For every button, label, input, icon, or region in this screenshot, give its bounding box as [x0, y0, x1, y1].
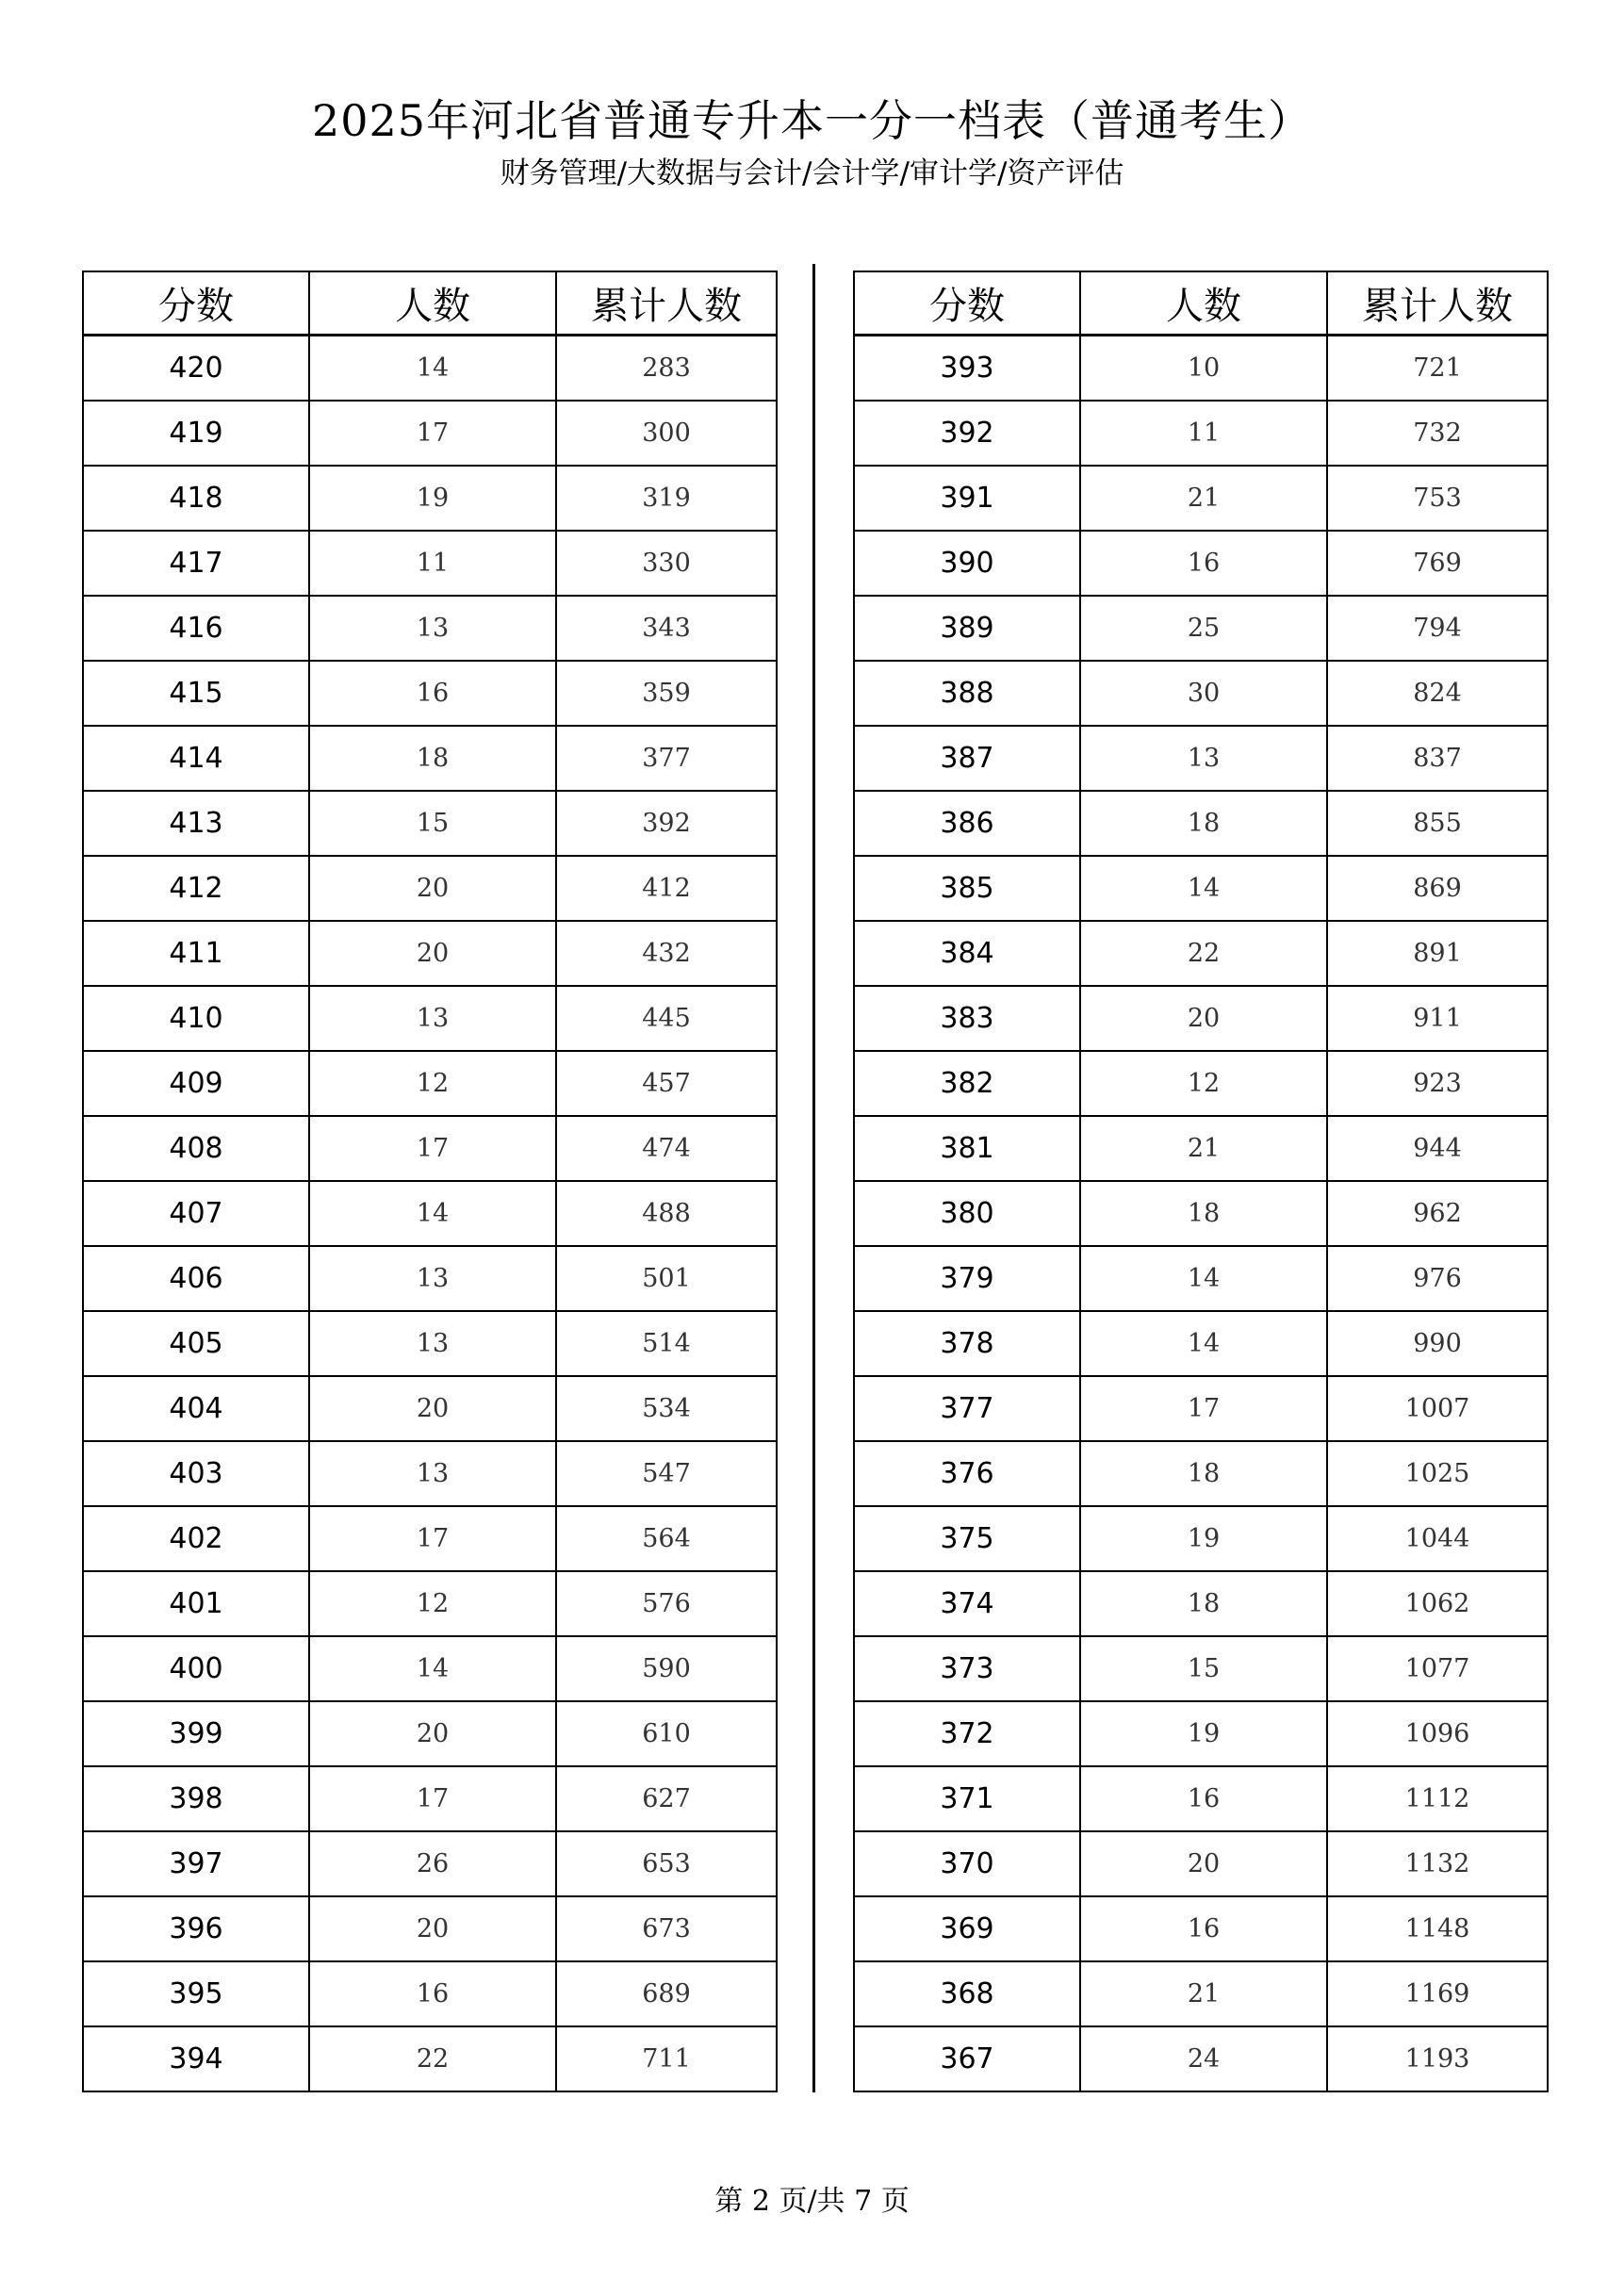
table-row [83, 1571, 777, 1636]
cumulative-cell: 1193 [1327, 2026, 1548, 2091]
table-row [854, 986, 1548, 1051]
cumulative-cell: 501 [556, 1246, 777, 1311]
table-row [83, 726, 777, 791]
count-cell: 21 [1080, 466, 1327, 531]
cumulative-cell: 794 [1327, 596, 1548, 661]
score-cell: 390 [854, 531, 1080, 596]
table-row [854, 791, 1548, 856]
score-cell: 382 [854, 1051, 1080, 1116]
column-header-count: 人数 [1080, 271, 1327, 336]
table-row [83, 596, 777, 661]
cumulative-cell: 564 [556, 1506, 777, 1571]
count-cell: 26 [309, 1831, 556, 1896]
table-row [83, 336, 777, 402]
table-row [83, 1441, 777, 1506]
cumulative-cell: 392 [556, 791, 777, 856]
table-row [854, 466, 1548, 531]
count-cell: 13 [309, 1246, 556, 1311]
table-row [83, 1051, 777, 1116]
count-cell: 18 [1080, 791, 1327, 856]
score-cell: 398 [83, 1766, 309, 1831]
cumulative-cell: 1132 [1327, 1831, 1548, 1896]
cumulative-cell: 1044 [1327, 1506, 1548, 1571]
count-cell: 17 [309, 401, 556, 466]
table-row [83, 921, 777, 986]
score-cell: 406 [83, 1246, 309, 1311]
cumulative-cell: 990 [1327, 1311, 1548, 1376]
score-cell: 419 [83, 401, 309, 466]
table-row [854, 1766, 1548, 1831]
count-cell: 16 [1080, 531, 1327, 596]
cumulative-cell: 1112 [1327, 1766, 1548, 1831]
cumulative-cell: 330 [556, 531, 777, 596]
score-cell: 411 [83, 921, 309, 986]
count-cell: 12 [1080, 1051, 1327, 1116]
score-cell: 381 [854, 1116, 1080, 1181]
cumulative-cell: 923 [1327, 1051, 1548, 1116]
table-row [83, 791, 777, 856]
table-row [83, 1701, 777, 1766]
score-cell: 371 [854, 1766, 1080, 1831]
score-cell: 412 [83, 856, 309, 921]
count-cell: 14 [309, 336, 556, 402]
table-row [854, 1831, 1548, 1896]
cumulative-cell: 1025 [1327, 1441, 1548, 1506]
count-cell: 14 [309, 1181, 556, 1246]
score-cell: 385 [854, 856, 1080, 921]
cumulative-cell: 432 [556, 921, 777, 986]
cumulative-cell: 488 [556, 1181, 777, 1246]
cumulative-cell: 891 [1327, 921, 1548, 986]
cumulative-cell: 1169 [1327, 1961, 1548, 2026]
cumulative-cell: 610 [556, 1701, 777, 1766]
count-cell: 11 [309, 531, 556, 596]
score-cell: 376 [854, 1441, 1080, 1506]
table-row [854, 856, 1548, 921]
count-cell: 15 [309, 791, 556, 856]
count-cell: 14 [1080, 1246, 1327, 1311]
score-cell: 383 [854, 986, 1080, 1051]
score-cell: 373 [854, 1636, 1080, 1701]
cumulative-cell: 627 [556, 1766, 777, 1831]
column-header-count: 人数 [309, 271, 556, 336]
cumulative-cell: 855 [1327, 791, 1548, 856]
table-row [854, 1961, 1548, 2026]
count-cell: 21 [1080, 1116, 1327, 1181]
cumulative-cell: 514 [556, 1311, 777, 1376]
table-row [83, 1766, 777, 1831]
count-cell: 16 [1080, 1766, 1327, 1831]
count-cell: 25 [1080, 596, 1327, 661]
count-cell: 20 [309, 1896, 556, 1961]
count-cell: 15 [1080, 1636, 1327, 1701]
cumulative-cell: 1062 [1327, 1571, 1548, 1636]
count-cell: 13 [309, 986, 556, 1051]
table-row [83, 1961, 777, 2026]
score-cell: 395 [83, 1961, 309, 2026]
cumulative-cell: 824 [1327, 661, 1548, 726]
table-row [83, 1376, 777, 1441]
cumulative-cell: 732 [1327, 401, 1548, 466]
count-cell: 13 [309, 596, 556, 661]
table-row [854, 1441, 1548, 1506]
table-row [83, 2026, 777, 2091]
cumulative-cell: 474 [556, 1116, 777, 1181]
table-row [83, 401, 777, 466]
cumulative-cell: 869 [1327, 856, 1548, 921]
table-row [854, 1506, 1548, 1571]
cumulative-cell: 753 [1327, 466, 1548, 531]
table-row [854, 1311, 1548, 1376]
cumulative-cell: 283 [556, 336, 777, 402]
table-row [83, 466, 777, 531]
cumulative-cell: 300 [556, 401, 777, 466]
score-cell: 397 [83, 1831, 309, 1896]
count-cell: 30 [1080, 661, 1327, 726]
page-subtitle: 财务管理/大数据与会计/会计学/审计学/资产评估 [500, 156, 1124, 190]
count-cell: 21 [1080, 1961, 1327, 2026]
score-cell: 399 [83, 1701, 309, 1766]
score-cell: 402 [83, 1506, 309, 1571]
table-row [854, 596, 1548, 661]
score-cell: 403 [83, 1441, 309, 1506]
count-cell: 12 [309, 1051, 556, 1116]
table-row [83, 1636, 777, 1701]
table-row [854, 1181, 1548, 1246]
count-cell: 11 [1080, 401, 1327, 466]
cumulative-cell: 534 [556, 1376, 777, 1441]
count-cell: 18 [309, 726, 556, 791]
page-footer: 第 2 页/共 7 页 [714, 2185, 910, 2218]
table-row [83, 1896, 777, 1961]
score-cell: 384 [854, 921, 1080, 986]
count-cell: 20 [309, 921, 556, 986]
table-header-row [83, 271, 777, 336]
score-cell: 405 [83, 1311, 309, 1376]
table-row [854, 1701, 1548, 1766]
cumulative-cell: 653 [556, 1831, 777, 1896]
score-table-left [82, 271, 778, 2092]
count-cell: 17 [309, 1766, 556, 1831]
score-cell: 394 [83, 2026, 309, 2091]
table-row [854, 2026, 1548, 2091]
score-cell: 387 [854, 726, 1080, 791]
table-row [83, 1181, 777, 1246]
column-header-cumulative: 累计人数 [556, 271, 777, 336]
score-cell: 409 [83, 1051, 309, 1116]
cumulative-cell: 457 [556, 1051, 777, 1116]
score-cell: 379 [854, 1246, 1080, 1311]
count-cell: 13 [309, 1311, 556, 1376]
score-cell: 417 [83, 531, 309, 596]
table-row [83, 1506, 777, 1571]
cumulative-cell: 837 [1327, 726, 1548, 791]
count-cell: 18 [1080, 1571, 1327, 1636]
score-table-right [853, 271, 1549, 2092]
table-row [83, 531, 777, 596]
cumulative-cell: 1096 [1327, 1701, 1548, 1766]
score-cell: 370 [854, 1831, 1080, 1896]
score-cell: 369 [854, 1896, 1080, 1961]
table-row [854, 726, 1548, 791]
table-row [854, 1246, 1548, 1311]
column-divider [812, 264, 815, 2092]
cumulative-cell: 689 [556, 1961, 777, 2026]
count-cell: 17 [1080, 1376, 1327, 1441]
count-cell: 13 [1080, 726, 1327, 791]
score-cell: 413 [83, 791, 309, 856]
column-header-cumulative: 累计人数 [1327, 271, 1548, 336]
count-cell: 16 [309, 661, 556, 726]
score-cell: 372 [854, 1701, 1080, 1766]
count-cell: 10 [1080, 336, 1327, 402]
score-cell: 410 [83, 986, 309, 1051]
count-cell: 14 [1080, 1311, 1327, 1376]
score-cell: 367 [854, 2026, 1080, 2091]
count-cell: 20 [1080, 986, 1327, 1051]
score-cell: 414 [83, 726, 309, 791]
cumulative-cell: 377 [556, 726, 777, 791]
count-cell: 22 [1080, 921, 1327, 986]
score-cell: 415 [83, 661, 309, 726]
score-cell: 420 [83, 336, 309, 402]
table-row [854, 401, 1548, 466]
cumulative-cell: 711 [556, 2026, 777, 2091]
score-cell: 375 [854, 1506, 1080, 1571]
count-cell: 20 [309, 856, 556, 921]
table-row [83, 661, 777, 726]
score-cell: 386 [854, 791, 1080, 856]
cumulative-cell: 590 [556, 1636, 777, 1701]
cumulative-cell: 944 [1327, 1116, 1548, 1181]
cumulative-cell: 976 [1327, 1246, 1548, 1311]
table-row [854, 1116, 1548, 1181]
table-row [854, 1051, 1548, 1116]
count-cell: 13 [309, 1441, 556, 1506]
count-cell: 22 [309, 2026, 556, 2091]
cumulative-cell: 1148 [1327, 1896, 1548, 1961]
count-cell: 19 [1080, 1506, 1327, 1571]
count-cell: 20 [1080, 1831, 1327, 1896]
cumulative-cell: 547 [556, 1441, 777, 1506]
count-cell: 19 [309, 466, 556, 531]
count-cell: 24 [1080, 2026, 1327, 2091]
count-cell: 18 [1080, 1181, 1327, 1246]
cumulative-cell: 721 [1327, 336, 1548, 402]
count-cell: 16 [309, 1961, 556, 2026]
table-row [854, 921, 1548, 986]
table-row [854, 1636, 1548, 1701]
score-cell: 404 [83, 1376, 309, 1441]
score-cell: 391 [854, 466, 1080, 531]
table-header-row [854, 271, 1548, 336]
table-row [854, 1571, 1548, 1636]
table-row [83, 856, 777, 921]
table-row [854, 1376, 1548, 1441]
column-header-score: 分数 [83, 271, 309, 336]
score-cell: 377 [854, 1376, 1080, 1441]
table-row [854, 1896, 1548, 1961]
table-row [854, 336, 1548, 402]
table-row [854, 531, 1548, 596]
cumulative-cell: 359 [556, 661, 777, 726]
count-cell: 17 [309, 1506, 556, 1571]
score-cell: 416 [83, 596, 309, 661]
count-cell: 17 [309, 1116, 556, 1181]
score-cell: 393 [854, 336, 1080, 402]
table-row [83, 1246, 777, 1311]
count-cell: 20 [309, 1701, 556, 1766]
table-row [854, 661, 1548, 726]
cumulative-cell: 412 [556, 856, 777, 921]
column-header-score: 分数 [854, 271, 1080, 336]
page-title: 2025年河北省普通专升本一分一档表（普通考生） [311, 95, 1313, 146]
cumulative-cell: 1077 [1327, 1636, 1548, 1701]
cumulative-cell: 769 [1327, 531, 1548, 596]
score-cell: 388 [854, 661, 1080, 726]
table-row [83, 1311, 777, 1376]
score-cell: 408 [83, 1116, 309, 1181]
score-cell: 368 [854, 1961, 1080, 2026]
count-cell: 12 [309, 1571, 556, 1636]
score-cell: 378 [854, 1311, 1080, 1376]
score-cell: 396 [83, 1896, 309, 1961]
score-cell: 401 [83, 1571, 309, 1636]
score-cell: 418 [83, 466, 309, 531]
table-row [83, 1116, 777, 1181]
cumulative-cell: 673 [556, 1896, 777, 1961]
cumulative-cell: 343 [556, 596, 777, 661]
cumulative-cell: 576 [556, 1571, 777, 1636]
count-cell: 16 [1080, 1896, 1327, 1961]
score-cell: 380 [854, 1181, 1080, 1246]
table-row [83, 986, 777, 1051]
count-cell: 19 [1080, 1701, 1327, 1766]
cumulative-cell: 962 [1327, 1181, 1548, 1246]
score-cell: 389 [854, 596, 1080, 661]
count-cell: 14 [1080, 856, 1327, 921]
count-cell: 14 [309, 1636, 556, 1701]
count-cell: 20 [309, 1376, 556, 1441]
table-row [83, 1831, 777, 1896]
score-cell: 407 [83, 1181, 309, 1246]
cumulative-cell: 319 [556, 466, 777, 531]
score-cell: 400 [83, 1636, 309, 1701]
score-cell: 392 [854, 401, 1080, 466]
count-cell: 18 [1080, 1441, 1327, 1506]
cumulative-cell: 1007 [1327, 1376, 1548, 1441]
score-cell: 374 [854, 1571, 1080, 1636]
cumulative-cell: 911 [1327, 986, 1548, 1051]
cumulative-cell: 445 [556, 986, 777, 1051]
